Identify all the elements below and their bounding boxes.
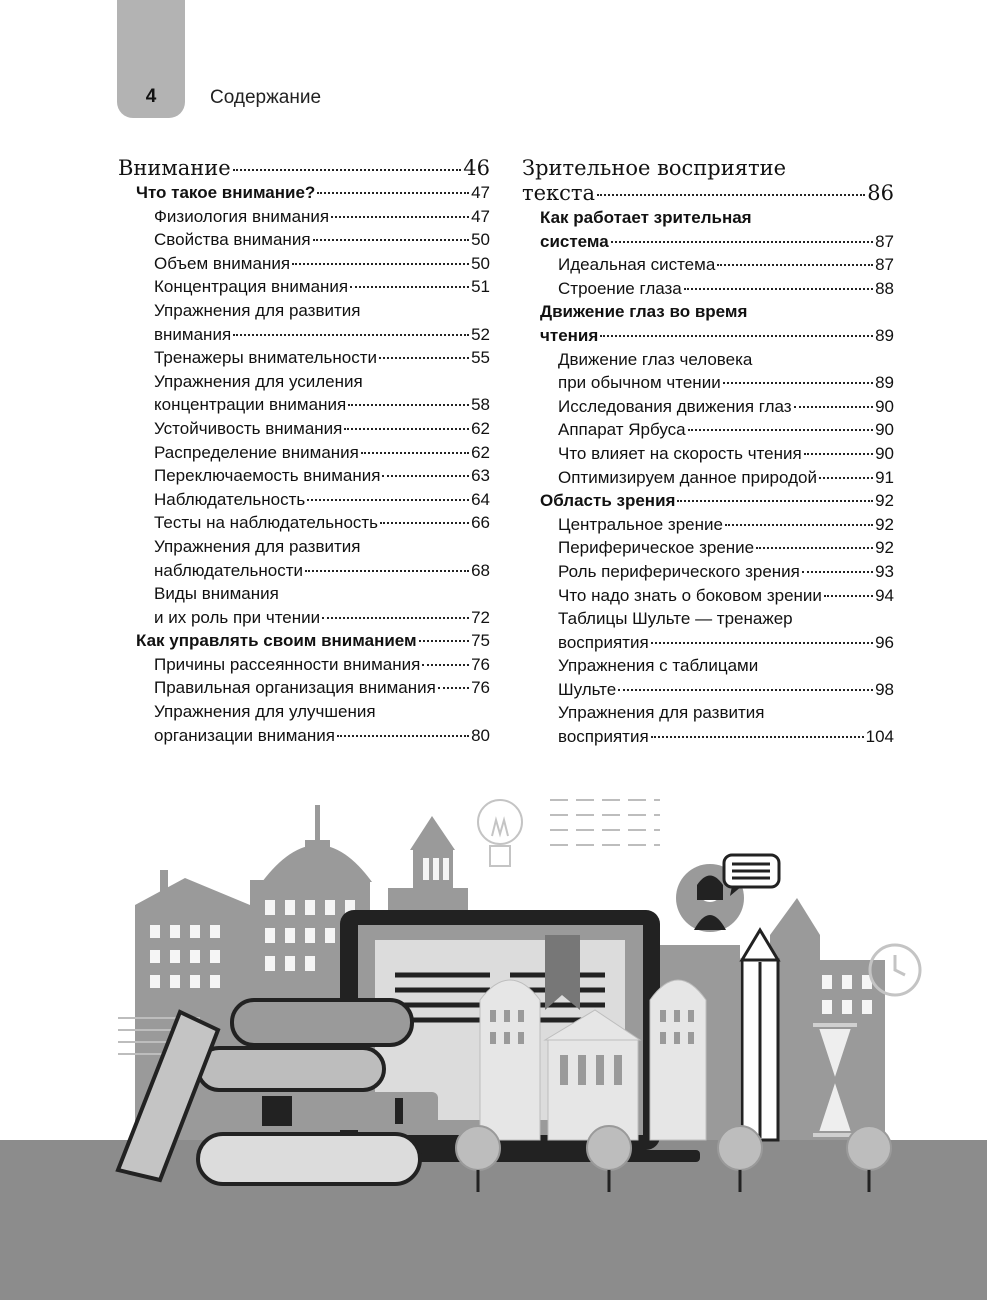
toc-entry-page: 88 bbox=[875, 278, 894, 298]
toc-entry bbox=[118, 275, 490, 299]
toc-entry-page: 92 bbox=[875, 538, 894, 558]
toc-entry bbox=[522, 418, 894, 442]
toc-entry bbox=[118, 629, 490, 653]
toc-entry-page: 92 bbox=[875, 491, 894, 511]
toc-entry bbox=[118, 346, 490, 370]
toc-entry-title: Виды внимания bbox=[154, 584, 279, 604]
toc-entry-title: Центральное зрение bbox=[558, 514, 723, 534]
toc-entry-page: 93 bbox=[875, 561, 894, 581]
toc-entry-title: Область зрения bbox=[540, 491, 676, 511]
toc-entry-title: Наблюдательность bbox=[154, 489, 306, 509]
toc-entry-page: 51 bbox=[471, 277, 490, 297]
toc-entry-title: Свойства внимания bbox=[154, 230, 311, 250]
toc-entry bbox=[118, 417, 490, 441]
toc-leader-dots bbox=[233, 169, 462, 171]
toc-entry-page: 96 bbox=[875, 632, 894, 652]
toc-entry-page: 104 bbox=[865, 727, 894, 747]
toc-entry bbox=[522, 607, 894, 631]
toc-entry-page: 89 bbox=[875, 373, 894, 393]
toc-entry-title: Периферическое зрение bbox=[558, 538, 755, 558]
toc-entry bbox=[522, 395, 894, 419]
toc-entry-title: Аппарат Ярбуса bbox=[558, 420, 686, 440]
toc-leader-dots bbox=[305, 570, 469, 572]
toc-leader-dots bbox=[794, 406, 873, 408]
toc-entry-page: 87 bbox=[875, 231, 894, 251]
toc-entry-title: Причины рассеянности внимания bbox=[154, 654, 421, 674]
toc-entry bbox=[522, 206, 894, 230]
toc-right-column bbox=[522, 156, 894, 749]
toc-entry-page: 90 bbox=[875, 443, 894, 463]
toc-leader-dots bbox=[600, 335, 873, 337]
toc-entry-title: текста bbox=[522, 181, 596, 205]
toc-leader-dots bbox=[651, 736, 864, 738]
toc-entry-title: Тесты на наблюдательность bbox=[154, 513, 379, 533]
toc-entry-page: 72 bbox=[471, 607, 490, 627]
toc-entry bbox=[522, 654, 894, 678]
toc-entry-title: восприятия bbox=[558, 632, 649, 652]
toc-entry-page: 76 bbox=[471, 654, 490, 674]
toc-entry bbox=[522, 442, 894, 466]
toc-entry-page: 62 bbox=[471, 442, 490, 462]
toc-entry-title: Упражнения для улучшения bbox=[154, 702, 376, 722]
toc-entry-title: Как работает зрительная bbox=[540, 208, 752, 227]
toc-entry bbox=[522, 324, 894, 348]
toc-entry bbox=[118, 535, 490, 559]
toc-entry-page: 66 bbox=[471, 513, 490, 533]
toc-entry-title: Шульте bbox=[558, 679, 617, 699]
toc-entry-page: 76 bbox=[471, 678, 490, 698]
toc-leader-dots bbox=[322, 617, 469, 619]
toc-leader-dots bbox=[618, 689, 873, 691]
toc-entry-title: Строение глаза bbox=[558, 278, 682, 298]
toc-entry bbox=[118, 181, 490, 205]
toc-entry bbox=[522, 348, 894, 372]
toc-entry-title: Движение глаз человека bbox=[558, 349, 753, 369]
toc-leader-dots bbox=[651, 642, 873, 644]
toc-entry-title: организации внимания bbox=[154, 725, 335, 745]
toc-entry-page: 75 bbox=[471, 631, 490, 651]
toc-leader-dots bbox=[684, 288, 873, 290]
toc-entry bbox=[118, 582, 490, 606]
toc-entry bbox=[118, 299, 490, 323]
toc-leader-dots bbox=[802, 571, 873, 573]
toc-entry bbox=[118, 724, 490, 748]
toc-leader-dots bbox=[725, 524, 873, 526]
toc-entry-title: система bbox=[540, 231, 609, 251]
toc-entry-page: 47 bbox=[471, 183, 490, 202]
toc-leader-dots bbox=[317, 192, 469, 194]
toc-entry bbox=[522, 156, 894, 181]
toc-leader-dots bbox=[307, 499, 469, 501]
toc-entry bbox=[522, 513, 894, 537]
toc-leader-dots bbox=[380, 522, 469, 524]
toc-entry-title: чтения bbox=[540, 325, 599, 345]
lightbulb-icon bbox=[478, 800, 522, 866]
toc-entry-page: 87 bbox=[875, 255, 894, 275]
toc-entry-title: Роль периферического зрения bbox=[558, 561, 800, 581]
toc-entry-page: 90 bbox=[875, 396, 894, 416]
toc-entry bbox=[522, 230, 894, 254]
toc-entry bbox=[522, 489, 894, 513]
toc-leader-dots bbox=[348, 404, 469, 406]
toc-entry-title: Внимание bbox=[118, 156, 231, 180]
toc-entry-title: Упражнения для развития bbox=[154, 300, 361, 320]
toc-leader-dots bbox=[717, 264, 873, 266]
toc-leader-dots bbox=[819, 477, 873, 479]
toc-leader-dots bbox=[419, 640, 469, 642]
toc-entry-title: Упражнения для развития bbox=[154, 536, 361, 556]
toc-entry-page: 91 bbox=[875, 467, 894, 487]
toc-entry bbox=[522, 725, 894, 749]
toc-leader-dots bbox=[688, 429, 873, 431]
toc-entry bbox=[522, 678, 894, 702]
toc-leader-dots bbox=[344, 428, 469, 430]
page-number-tab bbox=[117, 0, 185, 118]
toc-leader-dots bbox=[331, 216, 469, 218]
toc-entry bbox=[522, 536, 894, 560]
toc-entry bbox=[118, 676, 490, 700]
toc-leader-dots bbox=[422, 664, 469, 666]
toc-entry-page: 80 bbox=[471, 725, 490, 745]
toc-entry bbox=[118, 252, 490, 276]
toc-entry-title: Устойчивость внимания bbox=[154, 418, 343, 438]
toc-leader-dots bbox=[313, 239, 470, 241]
toc-entry-title: Распределение внимания bbox=[154, 442, 359, 462]
toc-entry bbox=[522, 371, 894, 395]
toc-entry bbox=[118, 511, 490, 535]
toc-entry-title: Упражнения с таблицами bbox=[558, 656, 759, 676]
toc-entry bbox=[118, 156, 490, 181]
toc-leader-dots bbox=[677, 500, 873, 502]
toc-entry-page: 86 bbox=[867, 181, 894, 205]
toc-entry-title: Что влияет на скорость чтения bbox=[558, 443, 802, 463]
toc-entry-title: восприятия bbox=[558, 727, 649, 747]
toc-entry bbox=[118, 441, 490, 465]
toc-entry-title: Что надо знать о боковом зрении bbox=[558, 585, 822, 605]
toc-leader-dots bbox=[804, 453, 873, 455]
toc-leader-dots bbox=[379, 357, 469, 359]
toc-entry-title: Правильная организация внимания bbox=[154, 678, 436, 698]
toc-entry-title: и их роль при чтении bbox=[154, 607, 321, 627]
toc-entry-title: внимания bbox=[154, 324, 232, 344]
toc-entry bbox=[522, 466, 894, 490]
toc-entry-title: Упражнения для развития bbox=[558, 703, 765, 723]
toc-entry-page: 90 bbox=[875, 420, 894, 440]
pencil-icon bbox=[742, 930, 778, 1140]
toc-entry-page: 98 bbox=[875, 679, 894, 699]
toc-entry bbox=[118, 323, 490, 347]
toc-entry bbox=[118, 393, 490, 417]
toc-entry bbox=[118, 488, 490, 512]
toc-entry bbox=[118, 370, 490, 394]
toc-entry-page: 89 bbox=[875, 325, 894, 345]
toc-leader-dots bbox=[756, 547, 873, 549]
toc-leader-dots bbox=[824, 595, 873, 597]
toc-entry-title: Исследования движения глаз bbox=[558, 396, 792, 416]
toc-entry bbox=[118, 205, 490, 229]
toc-entry bbox=[118, 653, 490, 677]
toc-entry-title: Объем внимания bbox=[154, 253, 291, 273]
toc-entry-title: Таблицы Шульте — тренажер bbox=[558, 609, 793, 629]
toc-entry-page: 50 bbox=[471, 253, 490, 273]
education-city-illustration bbox=[0, 780, 987, 1300]
toc-leader-dots bbox=[292, 263, 469, 265]
toc-entry-title: Что такое внимание? bbox=[136, 183, 316, 202]
toc-entry-title: Оптимизируем данное природой bbox=[558, 467, 817, 487]
toc-leader-dots bbox=[611, 241, 873, 243]
toc-entry-page: 46 bbox=[463, 156, 490, 180]
toc-entry-page: 62 bbox=[471, 418, 490, 438]
toc-leader-dots bbox=[382, 475, 469, 477]
toc-entry-title: концентрации внимания bbox=[154, 395, 347, 415]
toc-entry bbox=[522, 253, 894, 277]
toc-entry bbox=[522, 277, 894, 301]
toc-entry bbox=[118, 700, 490, 724]
toc-entry-title: Движение глаз во время bbox=[540, 302, 748, 322]
toc-entry-title: Физиология внимания bbox=[154, 206, 330, 226]
page-number: 4 bbox=[145, 86, 157, 107]
toc-entry-title: Концентрация внимания bbox=[154, 277, 349, 297]
toc-entry-page: 94 bbox=[875, 585, 894, 605]
toc-entry-title: Зрительное восприятие bbox=[522, 156, 787, 180]
toc-entry-title: наблюдательности bbox=[154, 560, 303, 580]
toc-entry-page: 68 bbox=[471, 560, 490, 580]
toc-entry-page: 50 bbox=[471, 230, 490, 250]
toc-entry-title: Идеальная система bbox=[558, 255, 716, 275]
toc-leader-dots bbox=[361, 452, 469, 454]
toc-entry bbox=[522, 584, 894, 608]
toc-entry-title: Переключаемость внимания bbox=[154, 466, 381, 486]
toc-left-column bbox=[118, 156, 490, 747]
toc-entry bbox=[118, 559, 490, 583]
toc-entry-title: Тренажеры внимательности bbox=[154, 348, 377, 368]
toc-entry bbox=[118, 228, 490, 252]
toc-entry bbox=[522, 631, 894, 655]
toc-leader-dots bbox=[723, 382, 873, 384]
toc-leader-dots bbox=[350, 286, 469, 288]
toc-entry bbox=[118, 464, 490, 488]
toc-entry bbox=[522, 701, 894, 725]
toc-entry bbox=[118, 606, 490, 630]
toc-entry-page: 58 bbox=[471, 395, 490, 415]
toc-entry-page: 92 bbox=[875, 514, 894, 534]
toc-entry-title: Упражнения для усиления bbox=[154, 371, 363, 391]
toc-entry-page: 63 bbox=[471, 466, 490, 486]
toc-entry bbox=[522, 560, 894, 584]
toc-leader-dots bbox=[337, 735, 469, 737]
toc-leader-dots bbox=[597, 194, 865, 196]
toc-entry-title: Как управлять своим вниманием bbox=[136, 631, 417, 651]
toc-entry-page: 52 bbox=[471, 324, 490, 344]
toc-entry bbox=[522, 181, 894, 206]
running-title: Содержание bbox=[210, 87, 322, 108]
toc-entry-title: при обычном чтении bbox=[558, 373, 721, 393]
toc-leader-dots bbox=[438, 687, 469, 689]
toc-entry-page: 55 bbox=[471, 348, 490, 368]
toc-leader-dots bbox=[233, 334, 469, 336]
toc-entry-page: 64 bbox=[471, 489, 490, 509]
toc-entry bbox=[522, 300, 894, 324]
toc-entry-page: 47 bbox=[471, 206, 490, 226]
